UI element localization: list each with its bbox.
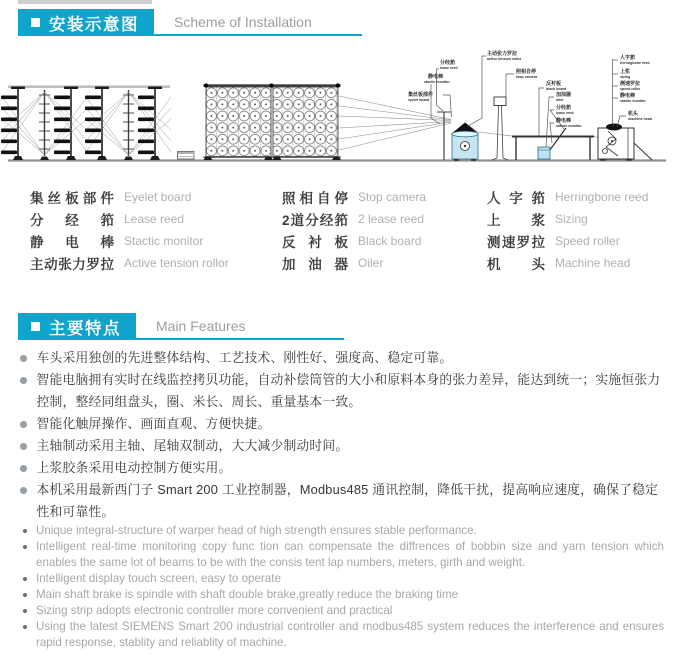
square-bullet-icon: [31, 322, 40, 331]
glossary-term-en: Black board: [358, 234, 422, 248]
glossary-term-zh: 加油器: [282, 257, 348, 272]
glossary-row: [282, 186, 426, 208]
diagram-label-static-left: [424, 73, 450, 84]
bullet-icon: [20, 377, 27, 384]
label-en: stactic monitor: [556, 124, 582, 128]
glossary-term-en: Speed roller: [555, 234, 620, 248]
section-installation-title-en: Scheme of Installation: [174, 13, 312, 30]
section-features-title-en: Main Features: [156, 317, 246, 334]
glossary-term-zh: 2道分经筘: [282, 213, 348, 228]
glossary-term-zh: 人字筘: [487, 191, 545, 206]
glossary-term-zh: 分经筘: [30, 213, 114, 228]
bullet-icon: [20, 465, 27, 472]
label-zh: 加油器: [556, 92, 572, 98]
label-zh: 集丝板部件: [408, 92, 434, 98]
glossary-term-zh: 机头: [487, 257, 545, 272]
feature-item-zh: [20, 347, 668, 369]
feature-item-en: [22, 619, 664, 651]
glossary-row: [282, 252, 426, 274]
feature-item-en: [22, 587, 664, 603]
glossary-row: [487, 230, 648, 252]
glossary-term-zh: 反衬板: [282, 235, 348, 250]
section-installation-title-zh: 安装示意图: [49, 15, 139, 34]
feature-item-zh: [20, 457, 668, 479]
glossary-row: [282, 208, 426, 230]
diagram-label-machine-head: [628, 110, 652, 121]
bullet-icon: [23, 529, 27, 533]
feature-text-zh: 智能电脑拥有实时在线监控拷贝功能，自动补偿筒管的大小和原料本身的张力差异，能达到统一；实施恒张力控制，整经同组盘头，圈、米长、周长、重量基本一致。: [36, 372, 661, 409]
label-zh: 反衬板: [546, 81, 562, 87]
bullet-icon: [20, 355, 27, 362]
feature-text-en: Intelligent real-time monitoring copy func tion can compensate the diffrences of bobbin size and yarn tension which enables the same lot of beams to be with the consis tent lap numbers, meters, girth and weight.: [36, 540, 664, 569]
oiler-box: [538, 147, 550, 159]
glossary-column-2: [282, 186, 426, 274]
label-en: sizing: [620, 75, 631, 79]
diagram-label-speed-roller: [620, 80, 641, 91]
feature-item-en: [22, 571, 664, 587]
glossary-term-en: Sizing: [555, 212, 588, 226]
feature-item-en: [22, 603, 664, 619]
label-zh: 分经筘: [440, 60, 456, 66]
glossary-row: [30, 230, 229, 252]
glossary-row: [487, 208, 648, 230]
label-en: lease reed: [556, 111, 574, 115]
glossary-term-en: Stactic monitor: [124, 234, 204, 248]
glossary-term-zh: 上浆: [487, 213, 545, 228]
feature-item-en: [22, 523, 664, 539]
feature-item-en: [22, 539, 664, 571]
diagram-label-active-tension: [487, 50, 522, 61]
ground-box: [178, 152, 195, 160]
label-en: oiler: [556, 98, 564, 102]
feature-text-en: Main shaft brake is spindle with shaft double brake,greatly reduce the braking time: [36, 588, 459, 601]
machine-head-unit: [598, 124, 652, 161]
glossary-term-zh: 照相自停: [282, 191, 348, 206]
glossary-row: [30, 186, 229, 208]
glossary-row: [30, 208, 229, 230]
black-board-table: [512, 128, 594, 160]
label-en: stactic monitor: [424, 80, 450, 84]
diagram-label-stop-camera: [516, 68, 538, 79]
label-en: stactic monitor: [620, 99, 646, 103]
glossary-term-en: Oiler: [358, 256, 384, 270]
glossary-row: [487, 186, 648, 208]
glossary-row: [487, 252, 648, 274]
diagram-label-lease-reed-mid: [555, 104, 574, 115]
feature-item-zh: [20, 435, 668, 457]
label-en: active tension rollor: [487, 57, 522, 61]
glossary-term-en: Herringbone reed: [555, 190, 649, 204]
feature-text-zh: 主轴制动采用主轴、尾轴双制动，大大减少制动时间。: [36, 438, 349, 453]
feature-text-zh: 智能化触屏操作、画面直观、方便快捷。: [36, 416, 271, 431]
feature-item-zh: [20, 479, 668, 523]
glossary-term-en: Lease reed: [124, 212, 185, 226]
section-features-title-zh: 主要特点: [49, 319, 121, 338]
feature-item-zh: [20, 369, 668, 413]
label-en: stop camera: [516, 75, 538, 79]
glossary-term-zh: 集丝板部件: [30, 191, 114, 206]
label-en: black board: [546, 87, 567, 91]
diagram-label-lease-reed-left: [439, 59, 458, 70]
feature-text-zh: 上浆胶条采用电动控制方便实用。: [36, 460, 232, 475]
bobbin-creel-frame: [203, 83, 341, 160]
section-installation-rule: [154, 9, 362, 36]
diagram-label-herringbone: [620, 54, 650, 65]
square-bullet-icon: [31, 18, 40, 27]
label-zh: 机头: [628, 111, 639, 117]
glossary-term-zh: 测速罗拉: [487, 235, 545, 250]
label-en: machine head: [628, 117, 652, 121]
feature-text-en: Intelligent display touch screen, easy to operate: [36, 572, 281, 585]
label-zh: 分经筘: [556, 105, 572, 111]
section-features-rule: [136, 313, 344, 340]
features-list-zh: [20, 347, 668, 523]
section-installation-title-box: [18, 9, 154, 36]
feature-text-en: Unique integral-structure of warper head of high strength ensures stable performance.: [36, 524, 477, 537]
bullet-icon: [20, 487, 27, 494]
creel-group: [1, 86, 171, 161]
section-features-title-box: [18, 313, 136, 340]
bullet-icon: [20, 421, 27, 428]
feature-text-zh: 车头采用独创的先进整体结构、工艺技术、刚性好、强度高、稳定可靠。: [36, 350, 453, 365]
label-zh: 人字筘: [620, 55, 636, 61]
feature-item-zh: [20, 413, 668, 435]
feature-text-en: Using the latest SIEMENS Smart 200 industrial controller and modbus485 system reduces the interference and ensures rapid response, stablity and reliablity of machine.: [36, 620, 664, 649]
label-zh: 静电棒: [428, 74, 444, 80]
diagram-label-static-right: [620, 92, 646, 103]
label-zh: 静电棒: [556, 118, 572, 124]
tension-roller-machine: [451, 123, 479, 161]
glossary-term-en: Active tension rollor: [124, 256, 229, 270]
section-installation-header: [18, 9, 362, 36]
label-en: speed roller: [620, 87, 641, 91]
glossary-row: [30, 252, 229, 274]
glossary-term-zh: 静电棒: [30, 235, 114, 250]
bullet-icon: [23, 625, 27, 629]
glossary-column-3: [487, 186, 648, 274]
bullet-icon: [23, 593, 27, 597]
glossary-term-zh: 主动张力罗拉: [30, 257, 114, 272]
section-features-header: [18, 313, 344, 340]
diagram-label-black-board: [546, 80, 566, 91]
glossary-term-en: Eyelet board: [124, 190, 192, 204]
stop-camera-stand: [492, 97, 508, 160]
feature-text-zh: 本机采用最新西门子 Smart 200 工业控制器，Modbus485 通讯控制，降低干扰，提高响应速度，确保了稳定性和可靠性。: [36, 482, 659, 519]
glossary-table: [0, 186, 673, 280]
diagram-label-oiler: [556, 91, 572, 102]
features-list-en: [22, 523, 664, 651]
installation-diagram: [0, 46, 673, 180]
label-en: herringbone reed: [620, 61, 650, 65]
bullet-icon: [23, 577, 27, 581]
diagram-label-sizing: [620, 68, 630, 79]
diagram-label-eyelet-board: [408, 91, 433, 102]
bullet-icon: [23, 609, 27, 613]
label-zh: 照相自停: [516, 69, 537, 75]
label-en: lease reed: [440, 66, 458, 70]
glossary-term-en: 2 lease reed: [358, 212, 425, 226]
page-top-rule: [18, 0, 152, 4]
glossary-term-en: Stop camera: [358, 190, 427, 204]
glossary-column-1: [30, 186, 229, 274]
label-en: eyelet board: [408, 98, 430, 102]
installation-diagram-svg: [0, 46, 673, 180]
label-zh: 静电棒: [620, 93, 636, 99]
diagram-label-static-mid: [556, 117, 582, 128]
bullet-icon: [23, 545, 27, 549]
feature-text-en: Sizing strip adopts electronic controller more convenient and practical: [36, 604, 393, 617]
bullet-icon: [20, 443, 27, 450]
label-zh: 主动张力罗拉: [487, 51, 518, 57]
label-zh: 上浆: [620, 69, 631, 75]
glossary-term-en: Machine head: [555, 256, 631, 270]
label-zh: 测速罗拉: [620, 81, 641, 87]
glossary-row: [282, 230, 426, 252]
